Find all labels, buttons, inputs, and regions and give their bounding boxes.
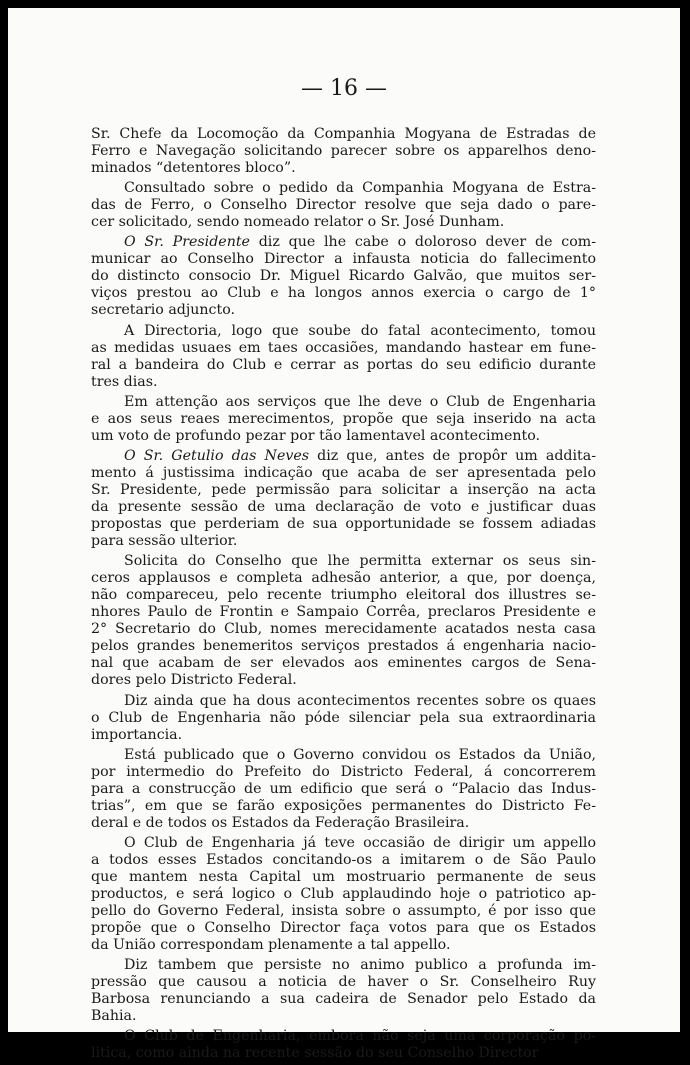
text-line xyxy=(91,234,596,251)
paragraph xyxy=(91,835,596,954)
text-line: Está publicado que o Governo convidou os Estados da União, xyxy=(124,746,596,763)
text-line: da presente sessão de uma declaração de voto e justificar duas xyxy=(91,498,596,515)
text-line: trias”, em que se farão exposições permanentes do Districto Fe- xyxy=(91,797,596,814)
document-page xyxy=(8,8,680,1062)
text-line: Ferro e Navegação solicitando parecer sobre os apparelhos deno- xyxy=(91,143,596,160)
text-line: Bahia. xyxy=(91,1008,137,1025)
text-line: Sr. Chefe da Locomoção da Companhia Mogyana de Estradas de xyxy=(91,126,596,142)
text-line: litica, como ainda na recente sessão do seu Conselho Director xyxy=(91,1045,539,1062)
text-line xyxy=(91,448,596,465)
text-line: para a construcção de um edificio que será o “Palacio das Indus- xyxy=(91,780,596,797)
text-line: deral e de todos os Estados da Federação Brasileira. xyxy=(91,814,470,831)
paragraph xyxy=(91,553,596,689)
text-line: nhores Paulo de Frontin e Sampaio Corrêa, preclaros Presidente e xyxy=(91,604,596,621)
text-line: a todos esses Estados concitando-os a imitarem o de São Paulo xyxy=(91,851,596,868)
paragraph xyxy=(91,234,596,319)
text-line: pressão que causou a noticia de haver o Sr. Conselheiro Ruy xyxy=(91,974,596,991)
text-line: propõe que o Conselho Director faça votos para que os Estados xyxy=(91,920,596,937)
paragraph xyxy=(91,126,596,177)
text-line: Diz ainda que ha dous acontecimentos recentes sobre os quaes xyxy=(124,692,596,709)
text-line: e aos seus reaes merecimentos, propõe que seja inserido na acta xyxy=(91,410,596,427)
text-line: Barbosa renunciando a sua cadeira de Senador pelo Estado da xyxy=(91,991,596,1008)
speaker-name: O Sr. Presidente xyxy=(124,234,250,251)
text-line: municar ao Conselho Director a infausta noticia do fallecimento xyxy=(91,251,596,268)
text-line: Em attenção aos serviços que lhe deve o Club de Engenharia xyxy=(124,393,596,410)
text-line: ceros applausos e completa adhesão anterior, a que, por doença, xyxy=(91,570,596,587)
text-line: para sessão ulterior. xyxy=(91,533,238,550)
text-line: O Club de Engenharia, embora não seja uma corporação po- xyxy=(124,1028,596,1045)
text-line: propostas que perderiam de sua opportunidade se fossem adiadas xyxy=(91,516,596,533)
paragraph xyxy=(91,448,596,550)
text-line: Consultado sobre o pedido da Companhia Mogyana de Estra- xyxy=(124,180,596,197)
text-line: pelos grandes benemeritos serviços prestados á engenharia nacio- xyxy=(91,638,596,655)
text-line: cer solicitado, sendo nomeado relator o Sr. José Dunham. xyxy=(91,214,505,231)
paragraph xyxy=(91,1028,596,1062)
text-line: mento á justissima indicação que acaba de ser apresentada pelo xyxy=(91,464,596,481)
paragraph xyxy=(91,180,596,231)
text-line: viços prestou ao Club e ha longos annos exercia o cargo de 1° xyxy=(91,285,596,302)
page-number: — 16 — xyxy=(301,76,387,101)
text-line-rest: diz que lhe cabe o doloroso dever de com- xyxy=(249,234,597,251)
paragraph xyxy=(91,323,596,391)
text-line: secretario adjuncto. xyxy=(91,302,235,319)
text-line: da União correspondam plenamente a tal appello. xyxy=(91,937,451,954)
text-line: dores pelo Districto Federal. xyxy=(91,672,297,689)
text-line: nal que acabam de ser elevados aos eminentes cargos de Sena- xyxy=(91,655,596,672)
text-line-rest: diz que, antes de propôr um addita- xyxy=(309,447,596,464)
text-line: das de Ferro, o Conselho Director resolve que seja dado o pare- xyxy=(91,197,596,214)
paragraph xyxy=(91,693,596,744)
text-line: Diz tambem que persiste no animo publico a profunda im- xyxy=(124,957,596,974)
text-line: Solicita do Conselho que lhe permitta externar os seus sin- xyxy=(124,553,596,570)
speaker-name: O Sr. Getulio das Neves xyxy=(124,447,310,464)
text-line: não compareceu, pelo recente triumpho eleitoral dos illustres se- xyxy=(91,587,596,604)
text-line: productos, e será logico o Club applaudindo hoje o patriotico ap- xyxy=(91,886,596,903)
text-line: Sr. Presidente, pede permissão para solicitar a inserção na acta xyxy=(91,481,596,498)
text-line: o Club de Engenharia não póde silenciar pela sua extraordinaria xyxy=(91,709,596,726)
text-line: pello do Governo Federal, insista sobre o assumpto, é por isso que xyxy=(91,903,596,920)
text-line: tres dias. xyxy=(91,373,158,390)
document-body xyxy=(91,126,596,1065)
text-line: 2° Secretario do Club, nomes merecidamente acatados nesta casa xyxy=(91,621,596,638)
text-line: A Directoria, logo que soube do fatal acontecimento, tomou xyxy=(124,322,596,339)
text-line: importancia. xyxy=(91,726,183,743)
text-line: O Club de Engenharia já teve occasião de dirigir um appello xyxy=(124,834,596,851)
text-line: por intermedio do Prefeito do Districto Federal, á concorrerem xyxy=(91,763,596,780)
text-line: ral a bandeira do Club e cerrar as portas do seu edificio durante xyxy=(91,356,596,373)
paragraph xyxy=(91,957,596,1025)
text-line: do distincto consocio Dr. Miguel Ricardo Galvão, que muitos ser- xyxy=(91,268,596,285)
text-line: que mantem nesta Capital um mostruario permanente de seus xyxy=(91,868,596,885)
text-line: as medidas usuaes em taes occasiões, mandando hastear em fune- xyxy=(91,339,596,356)
paragraph xyxy=(91,747,596,832)
text-line: um voto de profundo pezar por tão lamentavel acontecimento. xyxy=(91,427,541,444)
text-line: minados “detentores bloco”. xyxy=(91,160,296,177)
paragraph xyxy=(91,394,596,445)
